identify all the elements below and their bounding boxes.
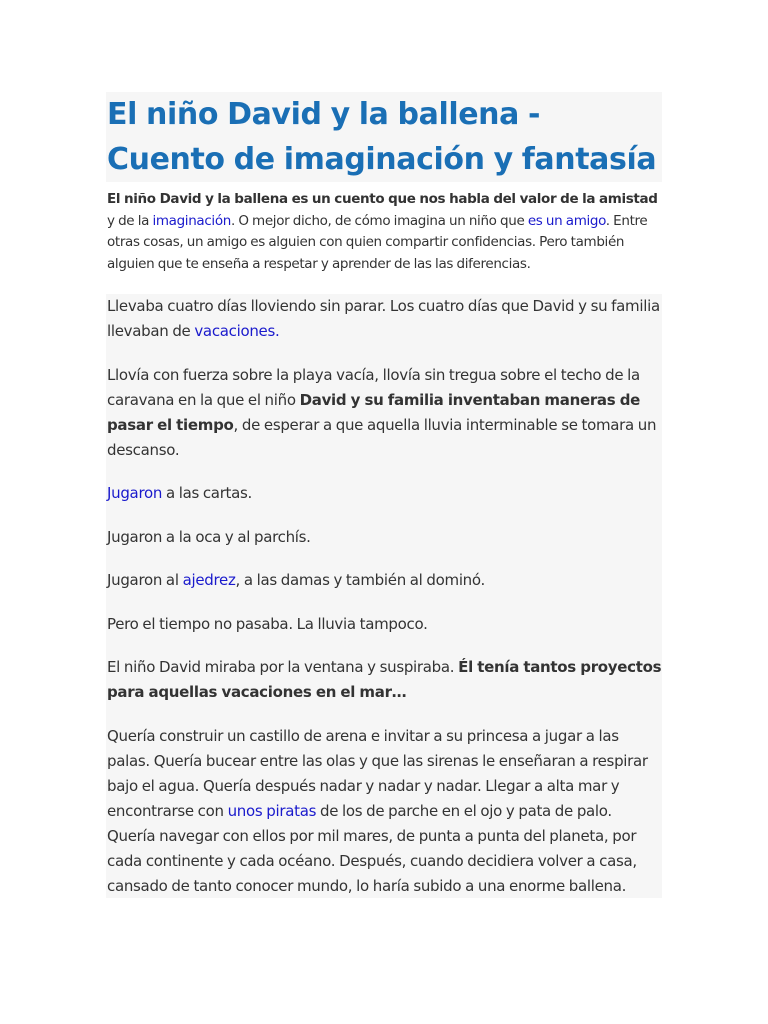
intro-text-2: . O mejor dicho, de cómo imagina un niño que	[230, 212, 528, 229]
link-vacaciones[interactable]: vacaciones.	[194, 322, 280, 340]
story-paragraph-7	[107, 655, 663, 705]
link-ajedrez[interactable]: ajedrez	[182, 571, 236, 589]
page-title: El niño David y la ballena - Cuento de imaginación y fantasía	[107, 97, 657, 177]
link-unos-piratas[interactable]: unos piratas	[227, 801, 317, 820]
story-paragraph-4	[107, 525, 663, 550]
story-text: Pero el tiempo no pasaba. La lluvia tampoco.	[107, 614, 428, 633]
story-bold: David y su familia inventaban maneras de pasar el tiempo	[107, 390, 641, 434]
intro-text-1: y de la	[107, 212, 153, 229]
story-text: a las cartas.	[162, 484, 253, 502]
intro-bold: El niño David y la ballena es un cuento que nos habla del valor de la amistad	[107, 191, 658, 207]
story-paragraph-1	[107, 294, 663, 344]
story-text: Quería construir un castillo de arena e invitar a su princesa a jugar a las palas. Quería bucear entre las olas y que las sirenas le enseñaran a respirar bajo el agua. Quería después nadar y nadar y nadar. Llegar a alta mar y encontrarse con	[107, 726, 648, 820]
story-paragraph-2	[107, 363, 663, 463]
link-imaginacion[interactable]: imaginación	[152, 212, 231, 229]
story-text: , a las damas y también al dominó.	[235, 571, 485, 589]
story-paragraph-6	[107, 612, 663, 637]
story-text: Llevaba cuatro días lloviendo sin parar. Los cuatro días que David y su familia llevaban de	[107, 297, 660, 340]
story-paragraph-5	[107, 568, 663, 593]
intro-text-3: . Entre otras cosas, un amigo es alguien con quien compartir confidencias. Pero también alguien que te enseña a respetar y aprender de las las diferencias.	[107, 212, 648, 272]
story-bold: Él tenía tantos proyectos para aquellas vacaciones en el mar…	[107, 658, 662, 701]
story-text: Jugaron al	[107, 571, 183, 589]
story-text: Jugaron a la oca y al parchís.	[107, 527, 311, 546]
story-paragraph-3	[107, 481, 663, 506]
intro-paragraph	[107, 189, 667, 275]
story-text: El niño David miraba por la ventana y suspiraba.	[107, 658, 459, 676]
story-paragraph-8	[107, 724, 663, 899]
story-text: , de esperar a que aquella lluvia interminable se tomara un descanso.	[107, 415, 657, 459]
story-text: Llovía con fuerza sobre la playa vacía, llovía sin tregua sobre el techo de la caravana en la que el niño	[107, 365, 640, 409]
link-es-un-amigo[interactable]: es un amigo	[527, 212, 606, 229]
story-text: de los de parche en el ojo y pata de palo. Quería navegar con ellos por mil mares, de punta a punta del planeta, por cada continente y cada océano. Después, cuando decidiera volver a casa, cansado de tanto conocer mundo, lo haría subido a una enorme ballena.	[107, 801, 637, 895]
link-jugaron[interactable]: Jugaron	[107, 484, 163, 502]
story-body	[107, 294, 663, 917]
